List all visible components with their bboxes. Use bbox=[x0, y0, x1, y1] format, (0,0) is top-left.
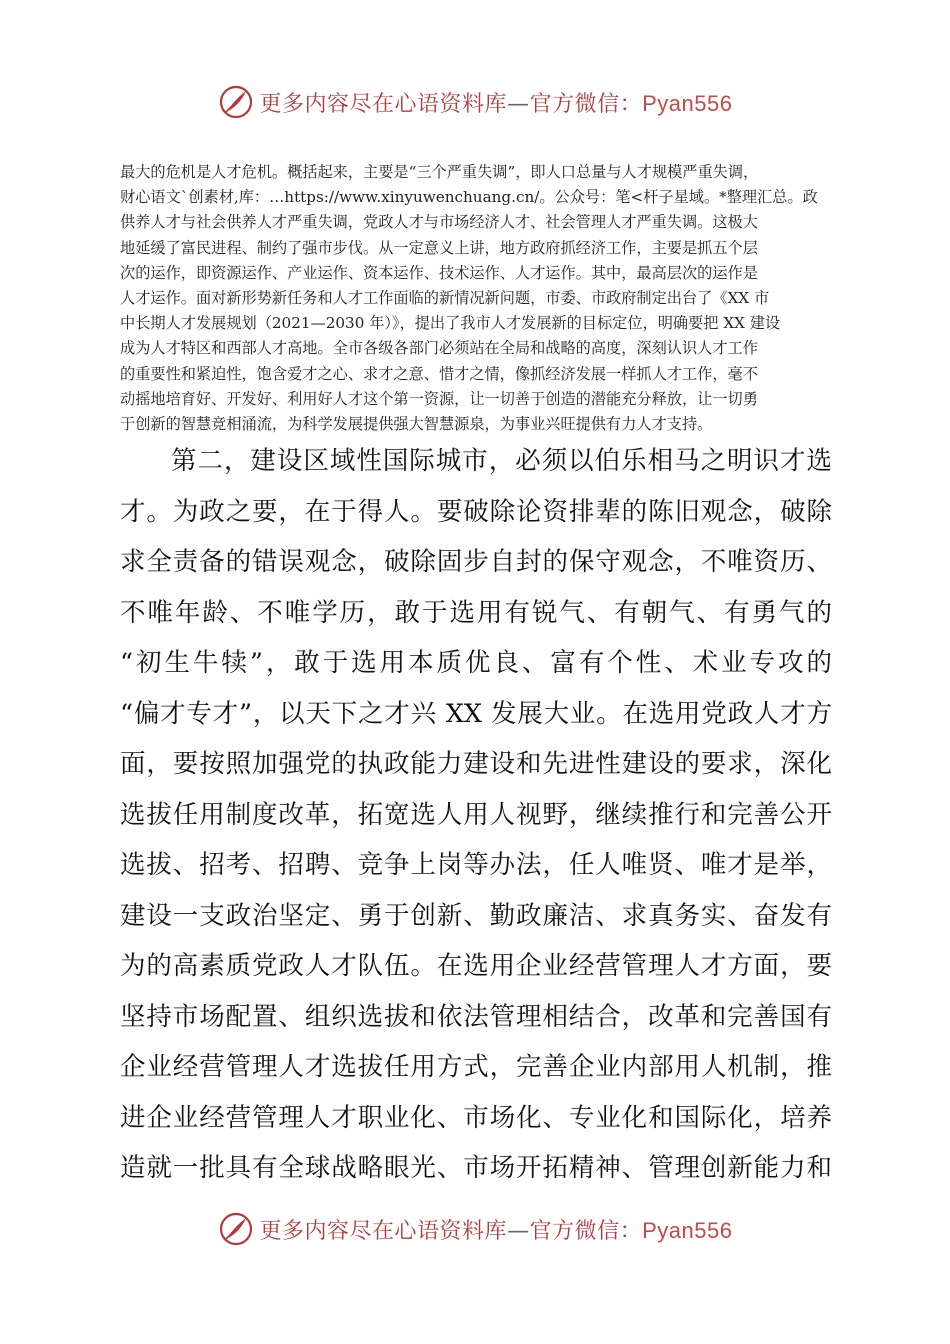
small-paragraph-line: 财心语文`创素材,库：…https://www.xinyuwenchuang.cn/。公众号：笔<杆子星域。*整理汇总。政 bbox=[120, 188, 818, 207]
body-paragraph-line: 才。为政之要，在于得人。要破除论资排辈的陈旧观念，破除 bbox=[120, 496, 832, 527]
banner-wechat-label: 官方微信： bbox=[529, 91, 643, 117]
body-paragraph-line: 第二，建设区域性国际城市，必须以伯乐相马之明识才选 bbox=[171, 446, 832, 476]
banner-main-text: 更多内容尽在心语资料库 bbox=[259, 91, 508, 117]
body-paragraph-line: 建设一支政治坚定、勇于创新、勤政廉洁、求真务实、奋发有 bbox=[120, 900, 832, 931]
banner-text bbox=[260, 87, 733, 118]
footer-banner bbox=[0, 1207, 950, 1251]
body-paragraph-line: 不唯年龄、不唯学历，敢于选用有锐气、有朝气、有勇气的 bbox=[120, 597, 832, 628]
banner-wechat-label: 官方微信： bbox=[529, 1218, 643, 1244]
banner-separator: — bbox=[507, 1218, 530, 1244]
banner-main-text: 更多内容尽在心语资料库 bbox=[259, 1218, 508, 1244]
quill-circle-icon bbox=[218, 1211, 254, 1247]
small-paragraph-line: 于创新的智慧竞相涌流，为科学发展提供强大智慧源泉，为事业兴旺提供有力人才支持。 bbox=[120, 414, 713, 433]
small-paragraph-line: 次的运作，即资源运作、产业运作、资本运作、技术运作、人才运作。其中，最高层次的运作是 bbox=[120, 263, 758, 282]
small-paragraph-line: 成为人才特区和西部人才高地。全市各级各部门必须站在全局和战略的高度，深刻认识人才工作 bbox=[120, 339, 758, 358]
quill-circle-icon bbox=[218, 84, 254, 120]
small-paragraph-line: 地延缓了富民进程、制约了强市步伐。从一定意义上讲，地方政府抓经济工作，主要是抓五个层 bbox=[120, 238, 758, 257]
banner-wechat-id: Pyan556 bbox=[642, 1217, 733, 1243]
body-paragraph-line: 坚持市场配置、组织选拔和依法管理相结合，改革和完善国有 bbox=[120, 1001, 832, 1032]
body-paragraph-line: “初生牛犊”，敢于选用本质优良、富有个性、术业专攻的 bbox=[120, 648, 832, 678]
small-paragraph-line: 最大的危机是人才危机。概括起来，主要是“三个严重失调”，即人口总量与人才规模严重失调， bbox=[120, 163, 759, 181]
body-paragraph-line: 求全责备的错误观念，破除固步自封的保守观念，不唯资历、 bbox=[120, 547, 832, 577]
body-paragraph-line: “偏才专才”，以天下之才兴 XX 发展大业。在选用党政人才方 bbox=[120, 698, 832, 729]
body-paragraph-line: 造就一批具有全球战略眼光、市场开拓精神、管理创新能力和 bbox=[120, 1153, 832, 1183]
small-paragraph-line: 供养人才与社会供养人才严重失调，党政人才与市场经济人才、社会管理人才严重失调。这极大 bbox=[120, 213, 758, 232]
small-paragraph-line: 人才运作。面对新形势新任务和人才工作面临的新情况新问题，市委、市政府制定出台了《XX 市 bbox=[120, 288, 770, 307]
body-paragraph-line: 面，要按照加强党的执政能力建设和先进性建设的要求，深化 bbox=[120, 749, 832, 779]
banner-text bbox=[260, 1214, 733, 1245]
small-paragraph bbox=[120, 160, 832, 437]
body-paragraph-line: 为的高素质党政人才队伍。在选用企业经营管理人才方面，要 bbox=[120, 951, 832, 981]
body-paragraph-line: 选拔任用制度改革，拓宽选人用人视野，继续推行和完善公开 bbox=[120, 799, 832, 830]
banner-separator: — bbox=[507, 91, 530, 117]
header-banner bbox=[0, 80, 950, 124]
small-paragraph-line: 动摇地培育好、开发好、利用好人才这个第一资源，让一切善于创造的潜能充分释放，让一切勇 bbox=[120, 389, 758, 408]
small-paragraph-line: 中长期人才发展规划（2021—2030 年）》，提出了我市人才发展新的目标定位，明确要把 XX 建设 bbox=[120, 314, 781, 333]
body-paragraph-line: 企业经营管理人才选拔任用方式，完善企业内部用人机制，推 bbox=[120, 1052, 832, 1082]
body-paragraph-line: 进企业经营管理人才职业化、市场化、专业化和国际化，培养 bbox=[120, 1102, 832, 1133]
small-paragraph-line: 的重要性和紧迫性，饱含爱才之心、求才之意、惜才之情，像抓经济发展一样抓人才工作，毫不 bbox=[120, 364, 758, 383]
banner-wechat-id: Pyan556 bbox=[642, 90, 733, 116]
body-paragraph-line: 选拔、招考、招聘、竞争上岗等办法，任人唯贤、唯才是举， bbox=[120, 850, 832, 880]
body-paragraph bbox=[120, 436, 832, 1194]
